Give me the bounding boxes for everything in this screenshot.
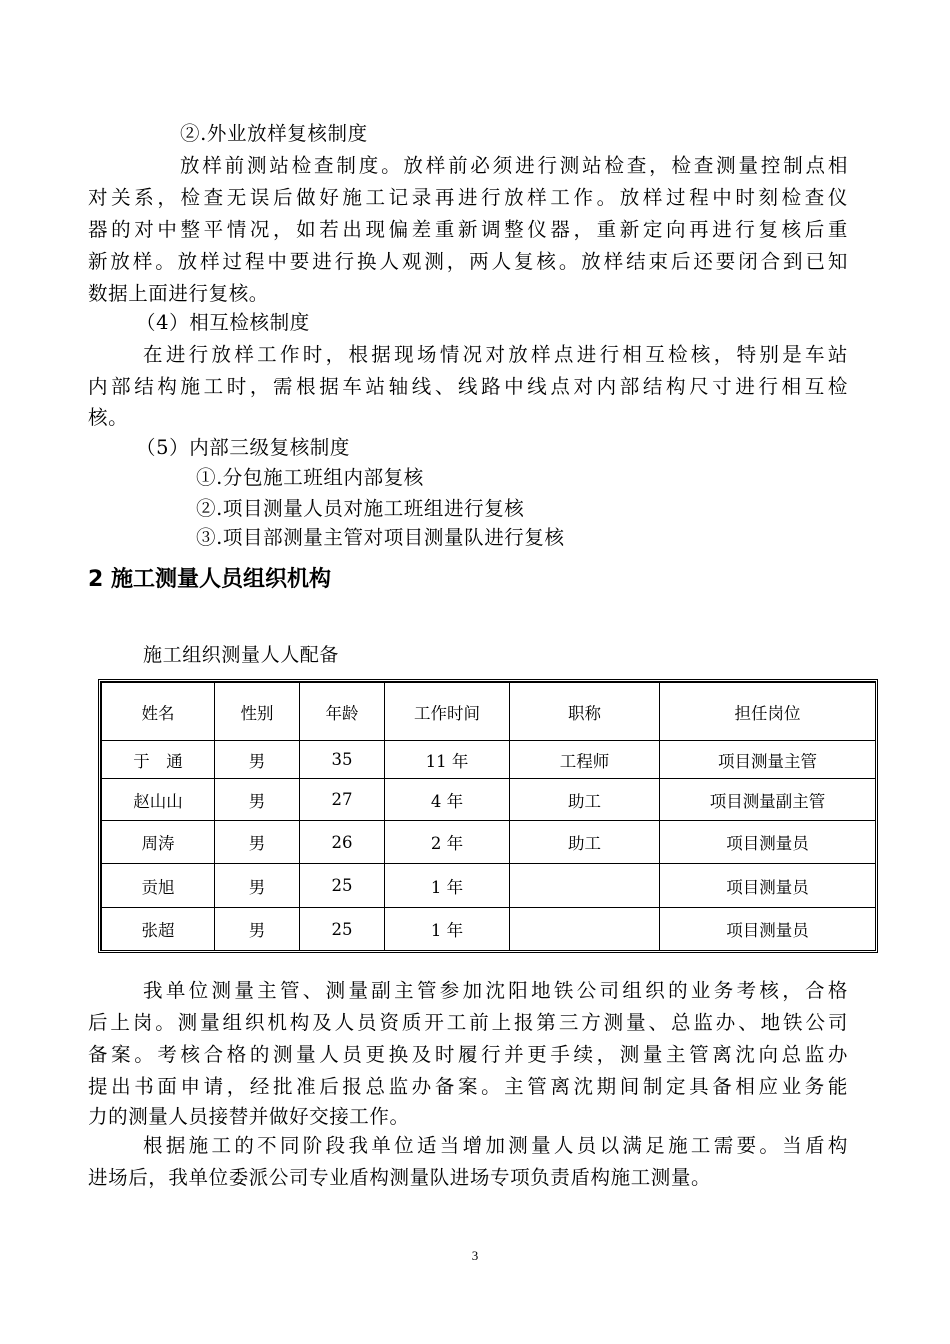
table-cell: 1 年: [385, 864, 510, 908]
table-row: [102, 821, 876, 864]
text-line: 进场后，我单位委派公司专业盾构测量队进场专项负责盾构施工测量。: [88, 1166, 712, 1189]
table-cell: 27: [300, 779, 385, 821]
table-cell: 26: [300, 821, 385, 864]
text-line: 放样前测站检查制度。放样前必须进行测站检查，检查测量控制点相: [180, 154, 848, 177]
header-cell: 姓名: [102, 683, 215, 741]
table-cell: 于 通: [102, 741, 215, 779]
table-cell: 男: [215, 821, 300, 864]
text-line: ②.外业放样复核制度: [180, 122, 368, 145]
text-line: 新放样。放样过程中要进行换人观测，两人复核。放样结束后还要闭合到已知: [88, 250, 848, 273]
header-cell: 担任岗位: [660, 683, 876, 741]
text-line: ③.项目部测量主管对项目测量队进行复核: [196, 526, 565, 549]
text-line: 对关系，检查无误后做好施工记录再进行放样工作。放样过程中时刻检查仪: [88, 186, 848, 209]
table-row: [102, 908, 876, 951]
table-cell: 项目测量副主管: [660, 779, 876, 821]
text-line: 内部结构施工时，需根据车站轴线、线路中线点对内部结构尺寸进行相互检: [88, 375, 848, 398]
table-cell: 赵山山: [102, 779, 215, 821]
text-line: 备案。考核合格的测量人员更换及时履行并更手续，测量主管离沈向总监办: [88, 1043, 848, 1066]
text-line: 核。: [88, 406, 129, 429]
text-line: 在进行放样工作时，根据现场情况对放样点进行相互检核，特别是车站: [143, 343, 848, 366]
table-cell: [510, 908, 660, 951]
table-row: [102, 864, 876, 908]
table-cell: 35: [300, 741, 385, 779]
header-cell: 工作时间: [385, 683, 510, 741]
staff-table: [98, 679, 878, 953]
text-line: 提出书面申请，经批准后报总监办备案。主管离沈期间制定具备相应业务能: [88, 1075, 848, 1098]
table-header-row: [102, 683, 876, 741]
table-row: [102, 741, 876, 779]
table-cell: 11 年: [385, 741, 510, 779]
table-caption: 施工组织测量人人配备: [143, 644, 340, 666]
section-heading: 2 施工测量人员组织机构: [88, 567, 331, 592]
text-line: （5）内部三级复核制度: [136, 436, 351, 459]
table-cell: 工程师: [510, 741, 660, 779]
table-cell: 助工: [510, 779, 660, 821]
table-cell: 2 年: [385, 821, 510, 864]
table-cell: 张超: [102, 908, 215, 951]
text-line: ②.项目测量人员对施工班组进行复核: [196, 497, 525, 520]
table-cell: 4 年: [385, 779, 510, 821]
table-cell: 1 年: [385, 908, 510, 951]
table-cell: 助工: [510, 821, 660, 864]
table-cell: 项目测量员: [660, 821, 876, 864]
table-cell: 男: [215, 741, 300, 779]
table-cell: 男: [215, 779, 300, 821]
page-number: 3: [471, 1248, 479, 1263]
text-line: 我单位测量主管、测量副主管参加沈阳地铁公司组织的业务考核，合格: [143, 979, 848, 1002]
table-cell: 男: [215, 864, 300, 908]
text-line: 根据施工的不同阶段我单位适当增加测量人员以满足施工需要。当盾构: [143, 1134, 848, 1157]
text-line: ①.分包施工班组内部复核: [196, 466, 424, 489]
table-cell: 项目测量主管: [660, 741, 876, 779]
table-cell: 25: [300, 908, 385, 951]
table-cell: 项目测量员: [660, 908, 876, 951]
header-cell: 性别: [215, 683, 300, 741]
table-cell: 25: [300, 864, 385, 908]
header-cell: 年龄: [300, 683, 385, 741]
table-cell: 周涛: [102, 821, 215, 864]
text-line: （4）相互检核制度: [136, 311, 310, 334]
table-row: [102, 779, 876, 821]
table-cell: 贡旭: [102, 864, 215, 908]
table-cell: [510, 864, 660, 908]
header-cell: 职称: [510, 683, 660, 741]
table-cell: 项目测量员: [660, 864, 876, 908]
table-cell: 男: [215, 908, 300, 951]
text-line: 数据上面进行复核。: [88, 282, 269, 305]
text-line: 器的对中整平情况，如若出现偏差重新调整仪器，重新定向再进行复核后重: [88, 218, 848, 241]
text-line: 力的测量人员接替并做好交接工作。: [88, 1105, 410, 1128]
text-line: 后上岗。测量组织机构及人员资质开工前上报第三方测量、总监办、地铁公司: [88, 1011, 848, 1034]
